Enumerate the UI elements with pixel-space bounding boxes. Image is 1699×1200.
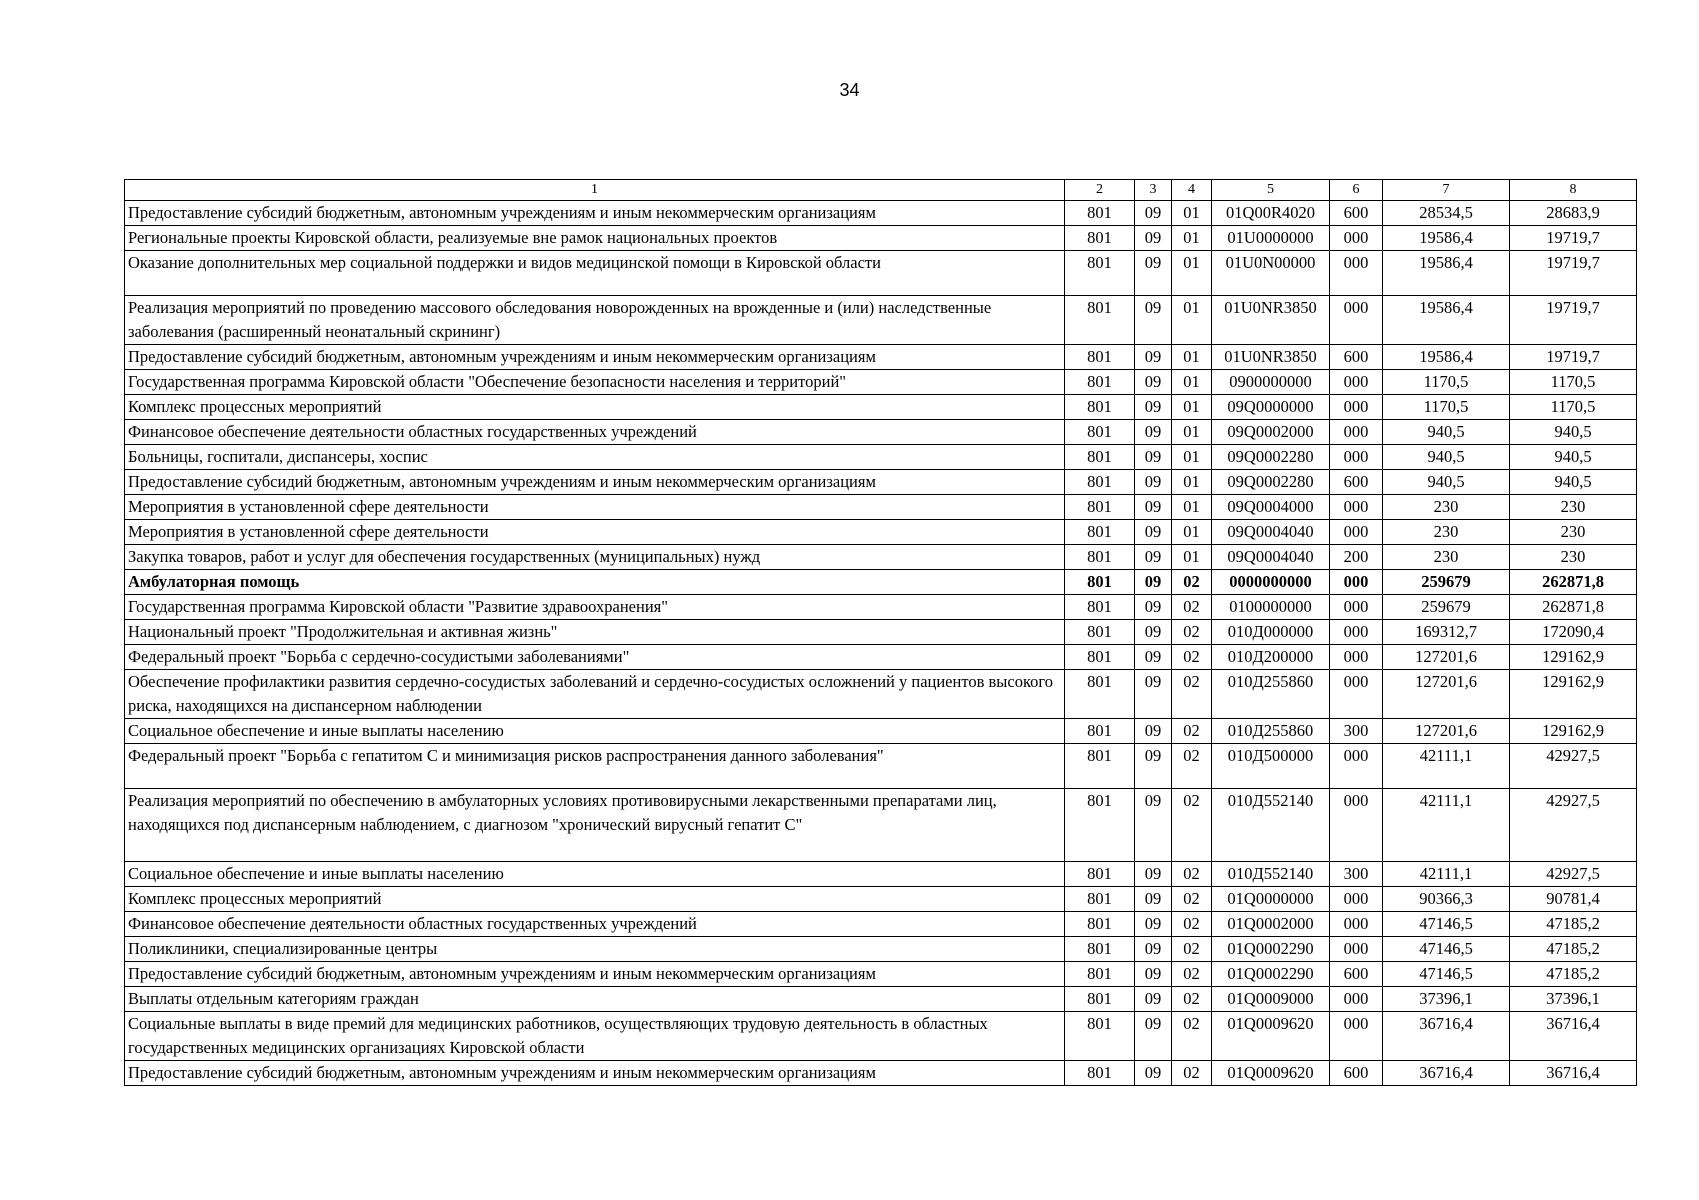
table-row <box>125 201 1637 226</box>
header-cell: 6 <box>1330 180 1383 201</box>
row-value-cell: 01 <box>1172 345 1212 370</box>
table-row <box>125 937 1637 962</box>
row-value-cell: 000 <box>1330 296 1383 345</box>
row-value-cell: 010Д552140 <box>1212 862 1330 887</box>
row-name-cell: Социальное обеспечение и иные выплаты населению <box>125 719 1065 744</box>
row-name-cell: Больницы, госпитали, диспансеры, хоспис <box>125 445 1065 470</box>
row-value-cell: 02 <box>1172 744 1212 789</box>
row-value-cell: 09 <box>1135 495 1172 520</box>
row-value-cell: 09Q0002280 <box>1212 470 1330 495</box>
table-row <box>125 345 1637 370</box>
row-value-cell: 127201,6 <box>1383 719 1510 744</box>
table-row <box>125 862 1637 887</box>
budget-table <box>124 179 1637 1086</box>
row-value-cell: 000 <box>1330 395 1383 420</box>
row-value-cell: 262871,8 <box>1510 570 1637 595</box>
row-value-cell: 000 <box>1330 495 1383 520</box>
row-name-cell: Оказание дополнительных мер социальной поддержки и видов медицинской помощи в Кировской области <box>125 251 1065 296</box>
row-value-cell: 000 <box>1330 670 1383 719</box>
row-value-cell: 01 <box>1172 226 1212 251</box>
row-value-cell: 09 <box>1135 987 1172 1012</box>
row-value-cell: 230 <box>1383 520 1510 545</box>
row-value-cell: 01U0NR3850 <box>1212 345 1330 370</box>
row-value-cell: 600 <box>1330 345 1383 370</box>
row-value-cell: 801 <box>1065 570 1135 595</box>
row-name-cell: Реализация мероприятий по проведению массового обследования новорожденных на врожденные и (или) наследственные заболевания (расширенный неонатальный скрининг) <box>125 296 1065 345</box>
table-row <box>125 620 1637 645</box>
header-cell: 8 <box>1510 180 1637 201</box>
row-value-cell: 300 <box>1330 719 1383 744</box>
row-value-cell: 801 <box>1065 862 1135 887</box>
row-value-cell: 230 <box>1383 495 1510 520</box>
row-value-cell: 47185,2 <box>1510 912 1637 937</box>
row-value-cell: 09 <box>1135 545 1172 570</box>
table-row <box>125 912 1637 937</box>
row-value-cell: 1170,5 <box>1510 370 1637 395</box>
row-value-cell: 09Q0000000 <box>1212 395 1330 420</box>
row-value-cell: 09Q0004040 <box>1212 520 1330 545</box>
row-value-cell: 09 <box>1135 470 1172 495</box>
row-value-cell: 801 <box>1065 645 1135 670</box>
row-name-cell: Выплаты отдельным категориям граждан <box>125 987 1065 1012</box>
row-value-cell: 801 <box>1065 962 1135 987</box>
row-value-cell: 0100000000 <box>1212 595 1330 620</box>
row-value-cell: 230 <box>1383 545 1510 570</box>
table-row <box>125 470 1637 495</box>
row-value-cell: 09 <box>1135 201 1172 226</box>
row-value-cell: 169312,7 <box>1383 620 1510 645</box>
row-value-cell: 01 <box>1172 495 1212 520</box>
table-row <box>125 296 1637 345</box>
header-cell: 7 <box>1383 180 1510 201</box>
row-value-cell: 02 <box>1172 1012 1212 1061</box>
row-value-cell: 28683,9 <box>1510 201 1637 226</box>
row-value-cell: 01Q0009620 <box>1212 1012 1330 1061</box>
row-value-cell: 02 <box>1172 987 1212 1012</box>
row-value-cell: 801 <box>1065 395 1135 420</box>
row-value-cell: 801 <box>1065 912 1135 937</box>
row-value-cell: 000 <box>1330 987 1383 1012</box>
row-value-cell: 09 <box>1135 670 1172 719</box>
row-value-cell: 000 <box>1330 520 1383 545</box>
table-row <box>125 987 1637 1012</box>
table-row <box>125 395 1637 420</box>
row-value-cell: 01 <box>1172 395 1212 420</box>
row-value-cell: 000 <box>1330 595 1383 620</box>
row-value-cell: 801 <box>1065 420 1135 445</box>
row-value-cell: 010Д500000 <box>1212 744 1330 789</box>
row-value-cell: 09 <box>1135 719 1172 744</box>
row-value-cell: 127201,6 <box>1383 670 1510 719</box>
row-value-cell: 02 <box>1172 719 1212 744</box>
row-value-cell: 09 <box>1135 789 1172 862</box>
row-value-cell: 01 <box>1172 251 1212 296</box>
row-value-cell: 801 <box>1065 595 1135 620</box>
row-value-cell: 09Q0002000 <box>1212 420 1330 445</box>
row-value-cell: 000 <box>1330 620 1383 645</box>
row-value-cell: 47146,5 <box>1383 937 1510 962</box>
row-value-cell: 02 <box>1172 789 1212 862</box>
row-value-cell: 09 <box>1135 395 1172 420</box>
row-value-cell: 0900000000 <box>1212 370 1330 395</box>
row-name-cell: Предоставление субсидий бюджетным, автономным учреждениям и иным некоммерческим организациям <box>125 201 1065 226</box>
row-value-cell: 01Q00R4020 <box>1212 201 1330 226</box>
row-value-cell: 01Q0002000 <box>1212 912 1330 937</box>
row-value-cell: 47146,5 <box>1383 962 1510 987</box>
row-value-cell: 801 <box>1065 987 1135 1012</box>
row-value-cell: 000 <box>1330 226 1383 251</box>
row-value-cell: 801 <box>1065 719 1135 744</box>
row-value-cell: 000 <box>1330 645 1383 670</box>
row-name-cell: Реализация мероприятий по обеспечению в амбулаторных условиях противовирусными лекарственными препаратами лиц, находящихся под диспансерным наблюдением, с диагнозом "хронический вирусный гепатит С" <box>125 789 1065 862</box>
table-row <box>125 445 1637 470</box>
row-value-cell: 01 <box>1172 370 1212 395</box>
row-value-cell: 42927,5 <box>1510 789 1637 862</box>
header-cell: 1 <box>125 180 1065 201</box>
row-value-cell: 801 <box>1065 370 1135 395</box>
row-value-cell: 02 <box>1172 1061 1212 1086</box>
row-value-cell: 28534,5 <box>1383 201 1510 226</box>
row-value-cell: 010Д255860 <box>1212 670 1330 719</box>
row-value-cell: 37396,1 <box>1510 987 1637 1012</box>
row-value-cell: 940,5 <box>1383 420 1510 445</box>
table-row <box>125 887 1637 912</box>
row-value-cell: 19586,4 <box>1383 226 1510 251</box>
row-value-cell: 801 <box>1065 296 1135 345</box>
row-value-cell: 129162,9 <box>1510 719 1637 744</box>
row-value-cell: 000 <box>1330 744 1383 789</box>
row-value-cell: 19719,7 <box>1510 296 1637 345</box>
row-value-cell: 19719,7 <box>1510 345 1637 370</box>
row-name-cell: Федеральный проект "Борьба с сердечно-сосудистыми заболеваниями" <box>125 645 1065 670</box>
row-value-cell: 801 <box>1065 1012 1135 1061</box>
row-value-cell: 90781,4 <box>1510 887 1637 912</box>
row-value-cell: 36716,4 <box>1510 1061 1637 1086</box>
row-value-cell: 09 <box>1135 962 1172 987</box>
row-value-cell: 09 <box>1135 912 1172 937</box>
row-value-cell: 1170,5 <box>1383 370 1510 395</box>
row-value-cell: 09 <box>1135 645 1172 670</box>
row-value-cell: 801 <box>1065 545 1135 570</box>
row-value-cell: 801 <box>1065 620 1135 645</box>
row-value-cell: 129162,9 <box>1510 645 1637 670</box>
row-value-cell: 02 <box>1172 620 1212 645</box>
row-value-cell: 010Д000000 <box>1212 620 1330 645</box>
row-name-cell: Региональные проекты Кировской области, реализуемые вне рамок национальных проектов <box>125 226 1065 251</box>
row-name-cell: Мероприятия в установленной сфере деятельности <box>125 520 1065 545</box>
row-value-cell: 09 <box>1135 862 1172 887</box>
row-value-cell: 09 <box>1135 1061 1172 1086</box>
row-value-cell: 01 <box>1172 470 1212 495</box>
header-row <box>125 180 1637 201</box>
row-value-cell: 230 <box>1510 545 1637 570</box>
row-value-cell: 01 <box>1172 520 1212 545</box>
row-name-cell: Социальное обеспечение и иные выплаты населению <box>125 862 1065 887</box>
row-value-cell: 000 <box>1330 420 1383 445</box>
row-value-cell: 02 <box>1172 670 1212 719</box>
row-name-cell: Финансовое обеспечение деятельности областных государственных учреждений <box>125 912 1065 937</box>
row-value-cell: 02 <box>1172 912 1212 937</box>
table-row <box>125 545 1637 570</box>
row-value-cell: 19719,7 <box>1510 226 1637 251</box>
row-name-cell: Предоставление субсидий бюджетным, автономным учреждениям и иным некоммерческим организациям <box>125 345 1065 370</box>
row-value-cell: 42111,1 <box>1383 862 1510 887</box>
row-value-cell: 09 <box>1135 595 1172 620</box>
row-value-cell: 09 <box>1135 570 1172 595</box>
page-number: 34 <box>839 80 860 100</box>
row-value-cell: 02 <box>1172 887 1212 912</box>
row-value-cell: 01Q0009620 <box>1212 1061 1330 1086</box>
row-name-cell: Обеспечение профилактики развития сердечно-сосудистых заболеваний и сердечно-сосудистых осложнений у пациентов высокого риска, находящихся на диспансерном наблюдении <box>125 670 1065 719</box>
row-value-cell: 01 <box>1172 545 1212 570</box>
row-value-cell: 09 <box>1135 620 1172 645</box>
row-value-cell: 90366,3 <box>1383 887 1510 912</box>
row-value-cell: 000 <box>1330 570 1383 595</box>
row-value-cell: 47185,2 <box>1510 962 1637 987</box>
row-value-cell: 801 <box>1065 937 1135 962</box>
row-value-cell: 129162,9 <box>1510 670 1637 719</box>
row-name-cell: Амбулаторная помощь <box>125 570 1065 595</box>
table-row <box>125 420 1637 445</box>
row-value-cell: 01U0000000 <box>1212 226 1330 251</box>
row-value-cell: 000 <box>1330 887 1383 912</box>
row-value-cell: 600 <box>1330 1061 1383 1086</box>
row-value-cell: 01Q0002290 <box>1212 937 1330 962</box>
row-value-cell: 09 <box>1135 345 1172 370</box>
row-value-cell: 09 <box>1135 937 1172 962</box>
row-value-cell: 801 <box>1065 251 1135 296</box>
row-name-cell: Мероприятия в установленной сфере деятельности <box>125 495 1065 520</box>
row-name-cell: Предоставление субсидий бюджетным, автономным учреждениям и иным некоммерческим организациям <box>125 1061 1065 1086</box>
row-value-cell: 09 <box>1135 420 1172 445</box>
row-name-cell: Комплекс процессных мероприятий <box>125 887 1065 912</box>
row-name-cell: Государственная программа Кировской области "Развитие здравоохранения" <box>125 595 1065 620</box>
header-cell: 2 <box>1065 180 1135 201</box>
table-row <box>125 595 1637 620</box>
row-value-cell: 36716,4 <box>1383 1012 1510 1061</box>
row-value-cell: 000 <box>1330 1012 1383 1061</box>
row-value-cell: 000 <box>1330 445 1383 470</box>
row-value-cell: 600 <box>1330 470 1383 495</box>
row-value-cell: 801 <box>1065 887 1135 912</box>
row-value-cell: 0000000000 <box>1212 570 1330 595</box>
row-value-cell: 230 <box>1510 520 1637 545</box>
row-value-cell: 09Q0004040 <box>1212 545 1330 570</box>
row-value-cell: 801 <box>1065 495 1135 520</box>
row-value-cell: 02 <box>1172 595 1212 620</box>
row-value-cell: 01Q0009000 <box>1212 987 1330 1012</box>
row-value-cell: 1170,5 <box>1383 395 1510 420</box>
header-cell: 5 <box>1212 180 1330 201</box>
row-value-cell: 940,5 <box>1510 420 1637 445</box>
table-row <box>125 962 1637 987</box>
row-value-cell: 09 <box>1135 520 1172 545</box>
row-value-cell: 09 <box>1135 296 1172 345</box>
row-value-cell: 09 <box>1135 887 1172 912</box>
row-value-cell: 02 <box>1172 862 1212 887</box>
row-value-cell: 19719,7 <box>1510 251 1637 296</box>
row-value-cell: 000 <box>1330 251 1383 296</box>
row-value-cell: 36716,4 <box>1383 1061 1510 1086</box>
row-value-cell: 36716,4 <box>1510 1012 1637 1061</box>
row-value-cell: 600 <box>1330 201 1383 226</box>
row-value-cell: 230 <box>1510 495 1637 520</box>
table-row <box>125 495 1637 520</box>
table-row <box>125 570 1637 595</box>
table-row <box>125 370 1637 395</box>
row-value-cell: 010Д255860 <box>1212 719 1330 744</box>
table-row <box>125 719 1637 744</box>
row-value-cell: 801 <box>1065 789 1135 862</box>
table-row <box>125 789 1637 862</box>
row-value-cell: 42927,5 <box>1510 744 1637 789</box>
row-value-cell: 19586,4 <box>1383 296 1510 345</box>
row-name-cell: Предоставление субсидий бюджетным, автономным учреждениям и иным некоммерческим организациям <box>125 470 1065 495</box>
row-name-cell: Закупка товаров, работ и услуг для обеспечения государственных (муниципальных) нужд <box>125 545 1065 570</box>
row-value-cell: 19586,4 <box>1383 345 1510 370</box>
row-value-cell: 940,5 <box>1510 470 1637 495</box>
row-value-cell: 801 <box>1065 520 1135 545</box>
row-value-cell: 801 <box>1065 470 1135 495</box>
row-value-cell: 801 <box>1065 445 1135 470</box>
row-value-cell: 09 <box>1135 251 1172 296</box>
row-value-cell: 02 <box>1172 570 1212 595</box>
row-value-cell: 000 <box>1330 912 1383 937</box>
row-name-cell: Социальные выплаты в виде премий для медицинских работников, осуществляющих трудовую деятельность в областных государственных медицинских организациях Кировской области <box>125 1012 1065 1061</box>
row-value-cell: 01 <box>1172 420 1212 445</box>
row-value-cell: 02 <box>1172 962 1212 987</box>
row-name-cell: Федеральный проект "Борьба с гепатитом С и минимизация рисков распространения данного заболевания" <box>125 744 1065 789</box>
row-value-cell: 02 <box>1172 937 1212 962</box>
row-value-cell: 01U0N00000 <box>1212 251 1330 296</box>
row-value-cell: 200 <box>1330 545 1383 570</box>
row-name-cell: Финансовое обеспечение деятельности областных государственных учреждений <box>125 420 1065 445</box>
header-cell: 4 <box>1172 180 1212 201</box>
row-value-cell: 47185,2 <box>1510 937 1637 962</box>
row-value-cell: 172090,4 <box>1510 620 1637 645</box>
row-value-cell: 940,5 <box>1383 470 1510 495</box>
row-value-cell: 01U0NR3850 <box>1212 296 1330 345</box>
row-value-cell: 01Q0002290 <box>1212 962 1330 987</box>
row-value-cell: 09 <box>1135 1012 1172 1061</box>
row-value-cell: 42111,1 <box>1383 789 1510 862</box>
row-value-cell: 37396,1 <box>1383 987 1510 1012</box>
row-value-cell: 801 <box>1065 744 1135 789</box>
row-value-cell: 010Д200000 <box>1212 645 1330 670</box>
row-name-cell: Поликлиники, специализированные центры <box>125 937 1065 962</box>
row-value-cell: 010Д552140 <box>1212 789 1330 862</box>
row-value-cell: 000 <box>1330 789 1383 862</box>
row-name-cell: Государственная программа Кировской области "Обеспечение безопасности населения и территорий" <box>125 370 1065 395</box>
row-value-cell: 259679 <box>1383 595 1510 620</box>
row-value-cell: 1170,5 <box>1510 395 1637 420</box>
row-value-cell: 01 <box>1172 201 1212 226</box>
row-value-cell: 801 <box>1065 201 1135 226</box>
row-value-cell: 09Q0002280 <box>1212 445 1330 470</box>
row-value-cell: 300 <box>1330 862 1383 887</box>
row-value-cell: 01 <box>1172 296 1212 345</box>
row-value-cell: 259679 <box>1383 570 1510 595</box>
row-value-cell: 600 <box>1330 962 1383 987</box>
row-value-cell: 01Q0000000 <box>1212 887 1330 912</box>
row-value-cell: 09 <box>1135 744 1172 789</box>
row-name-cell: Национальный проект "Продолжительная и активная жизнь" <box>125 620 1065 645</box>
row-value-cell: 09 <box>1135 226 1172 251</box>
row-value-cell: 000 <box>1330 937 1383 962</box>
table-row <box>125 251 1637 296</box>
row-value-cell: 801 <box>1065 345 1135 370</box>
row-name-cell: Комплекс процессных мероприятий <box>125 395 1065 420</box>
row-value-cell: 801 <box>1065 670 1135 719</box>
row-value-cell: 42927,5 <box>1510 862 1637 887</box>
row-value-cell: 801 <box>1065 1061 1135 1086</box>
row-value-cell: 09 <box>1135 370 1172 395</box>
table-row <box>125 670 1637 719</box>
row-value-cell: 02 <box>1172 645 1212 670</box>
header-cell: 3 <box>1135 180 1172 201</box>
row-value-cell: 127201,6 <box>1383 645 1510 670</box>
table-row <box>125 1061 1637 1086</box>
table-row <box>125 1012 1637 1061</box>
row-value-cell: 19586,4 <box>1383 251 1510 296</box>
row-value-cell: 01 <box>1172 445 1212 470</box>
row-value-cell: 42111,1 <box>1383 744 1510 789</box>
row-value-cell: 940,5 <box>1510 445 1637 470</box>
row-value-cell: 47146,5 <box>1383 912 1510 937</box>
row-value-cell: 000 <box>1330 370 1383 395</box>
row-value-cell: 940,5 <box>1383 445 1510 470</box>
table-row <box>125 645 1637 670</box>
row-value-cell: 09Q0004000 <box>1212 495 1330 520</box>
table-row <box>125 520 1637 545</box>
row-value-cell: 09 <box>1135 445 1172 470</box>
row-value-cell: 262871,8 <box>1510 595 1637 620</box>
table-row <box>125 744 1637 789</box>
row-name-cell: Предоставление субсидий бюджетным, автономным учреждениям и иным некоммерческим организациям <box>125 962 1065 987</box>
table-row <box>125 226 1637 251</box>
row-value-cell: 801 <box>1065 226 1135 251</box>
